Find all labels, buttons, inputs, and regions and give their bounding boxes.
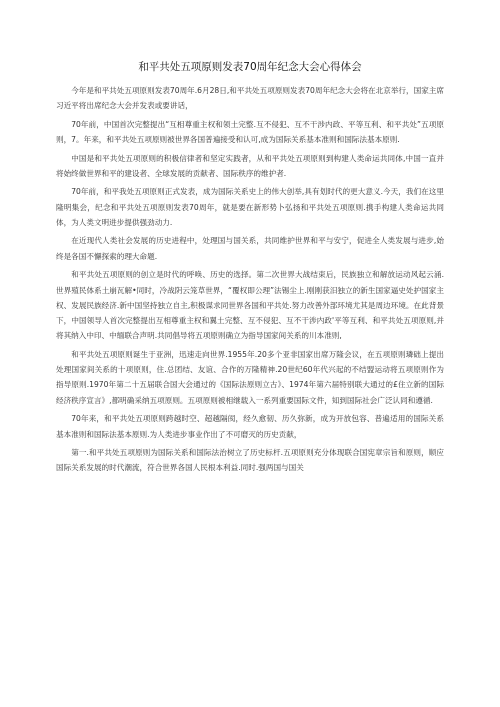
document-title: 和平共处五项原则发表70周年纪念大会心得体会 — [138, 61, 362, 73]
paragraph-five-principles-origin: 70年前，中国首次完整提出“互相尊重主权和领土完整.互不侵犯、互不干涉内政、平等互利、和平共处”五项原则，7。年来，和平共处五项原则被世界各国普遍接受和认可,成为国际关系基本准则和国际法基本原则. — [56, 119, 444, 145]
paragraph-anniversary-significance: 70年前，和平我处五项原则正式发表，成为国际关系史上的伟大创举,具有划时代的更大意义.今天，我们在这里隆明集会，纪念和平共处五项原则发表70周年，就是要在新形势卜弘扬和平共处五项原则.携手构建人类命运共同体，为人类文明进步提供强劲动力. — [56, 187, 444, 227]
paragraph-intro: 今年是和平共处五项原则发表70周年.6月28日,和平共处五项原则发表70周年纪念大会将在北京举行，国家主席习近平将出席纪念大会并发表或要讲话， — [56, 86, 444, 111]
paragraph-asia-to-world: 和平共处五项原则诞生于亚洲，迅速走向世界.1955年.20多个亚非国家出席万隆会议，在五项原则璘础上提出处理国家间关系的十项原则，住.总团结、友谊、合作的万隆精神.20世纪60年代兴起的不结盟运动将五项原则作为指导原则.1970年第二十五届联合国大会通过的《国际法原则立古》、1974年第六届特别联大通过的£住立新的国际经济秩序宣言》,都明确采纳五项原则。五项原则被相继载入一系列重要国际文件，知到国际社会广泛认同和遵循. — [56, 349, 444, 405]
paragraph-creation-background: 和平共处五项原则的创立是时代的呼唤、历史的选择。第二次世界大战结束后，民族独立和解放运动风起云涌.世界殖民体系土崩瓦解•同时，冷战阴云笼草世界，“覆权即公理”法锡尘上.刚刚获汨独立的新生国家逼史处护国家主权、发展民族经济.新中国坚持独立自主,积极谋求同世界各国和平共处.努力改善外部环境尤其是周边环境。在此背景下，中国领导人首次完整提出互相尊重主权和翼土完整、互不侵犯、互不干涉内政'平等互利、和平共处五项原则,并将其纳入中印、中缅联合声明.共同倡导将五项原则确立为指导国家间关系的川本准则, — [56, 270, 444, 341]
paragraph-seventy-years: 70年来，和平共处五项原则跨越时空、超越隔阂，经久愈韧、历久弥新，成为开放包容、普遍适用的国际关系基本准则和国际法基本原则.为人类进步事业作出了不可磨灭的历史贡献， — [56, 414, 444, 439]
paragraph-china-role: 中国是和平共处五项原则的积极信律者和坚定实践者，从和平共处五项原则到构建人类命运共同体,中国一直并将始终做世界和平的建设者、全球发展的贡献者、国际秩序的维护者. — [56, 153, 444, 178]
paragraph-historical-theme: 在近现代人类社会发展的历史进程中，处理国与国关系，共同维护世界和平与安宁，促进全人类发展与进步,始终是各国不懈探索的理大命题. — [56, 236, 444, 261]
paragraph-first-contribution: 第一.和平共处五项原则为国际关系和国际法治树立了历史标杆.五项原则充分体现联合国宪章宗旨和原则，顺应国际关系发展的时代潮流，符合世界各国人民根本利益.同时.强两国与国关 — [56, 448, 444, 473]
